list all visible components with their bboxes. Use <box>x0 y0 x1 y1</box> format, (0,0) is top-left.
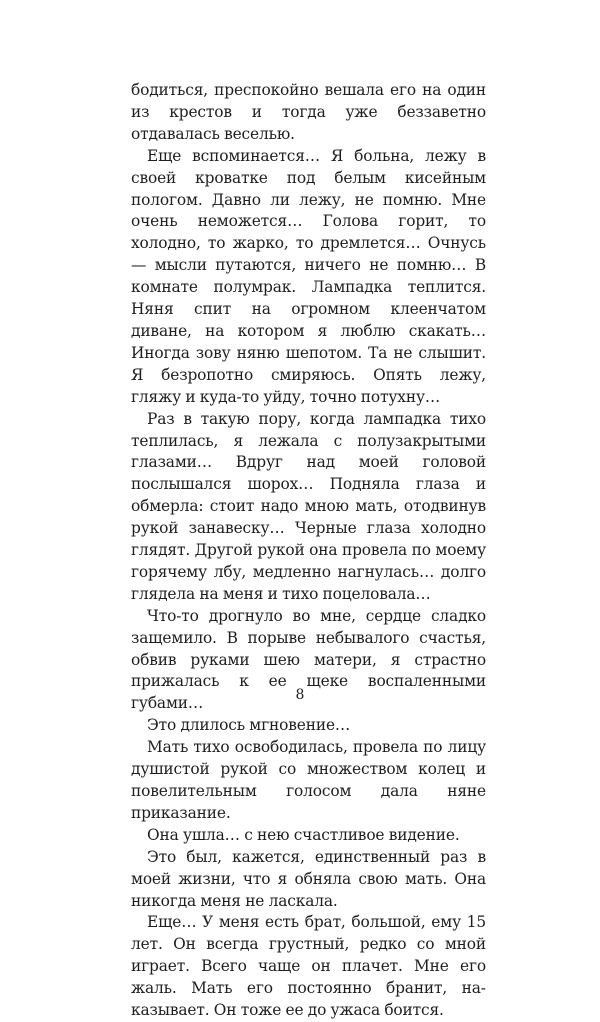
paragraph-1: бодиться, преспокойно вешала его на один из крестов и тогда уже беззаветно отдавалась веселью. <box>131 81 486 143</box>
paragraph-6: Мать тихо освободилась, провела по лицу душистой рукой со множеством колец и повелительным голосом дала няне приказание. <box>131 738 486 822</box>
body-text <box>131 80 486 1022</box>
page-number: 8 <box>295 687 305 703</box>
paragraph-7: Она ушла… с нею счастливое видение. <box>147 825 460 844</box>
paragraph-3: Раз в такую пору, когда лампадка тихо теплилась, я лежала с полузакрытыми глазами… Вдруг над моей головой послышался шорох… Подняла глаза и обмерла: стоит надо мною мать, отодвинув рукой занавеску… Черные глаза холодно глядят. Другой рукой она провела по моему горячему лбу, медленно нагнулась… долго глядела на меня и тихо поцеловала… <box>131 409 486 603</box>
paragraph-5: Это длилось мгновение… <box>147 716 351 735</box>
paragraph-9: Еще… У меня есть брат, большой, ему 15 лет. Он всегда грустный, редко со мной играет. Всего чаще он плачет. Мне его жаль. Мать его постоянно бранит, наказывает. Он тоже ее до ужаса боится. <box>131 913 486 1020</box>
paragraph-4: Что-то дрогнуло во мне, сердце сладко защемило. В порыве небывалого счастья, обвив руками шею матери, я страстно прижалась к ее щеке воспаленными губами… <box>131 606 486 713</box>
paragraph-8: Это был, кажется, единственный раз в моей жизни, что я обняла свою мать. Она никогда меня не ласкала. <box>131 847 486 910</box>
paragraph-2: Еще вспоминается… Я больна, лежу в своей кроватке под белым кисейным пологом. Давно ли лежу, не помню. Мне очень неможется… Голова горит, то холодно, то жарко, то дремлется… Очнусь — мысли путаются, ничего не помню… В комнате полумрак. Лампадка теплится. Няня спит на огромном клеенчатом диване, на котором я люблю скакать… Иногда зову няню шепотом. Та не слышит. Я безропотно смиряюсь. Опять лежу, гляжу и куда-то уйду, точно потухну… <box>131 146 486 406</box>
